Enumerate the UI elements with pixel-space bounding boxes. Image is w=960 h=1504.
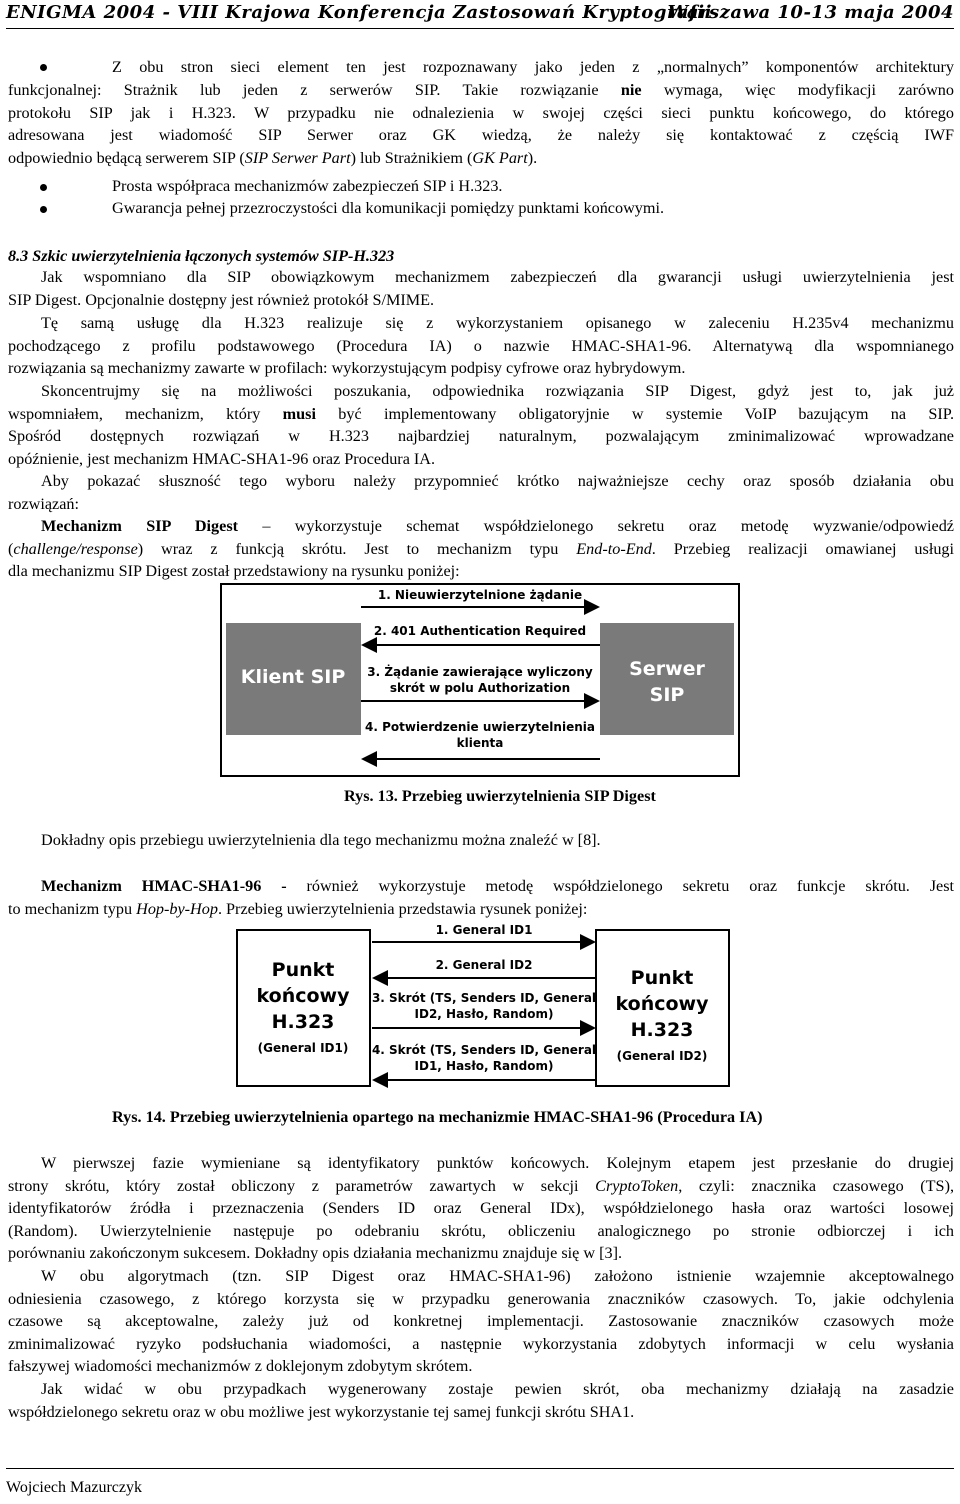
text-line: czasowe są akceptowalne, zależy już od konkretnej implementacji. Zastosowanie znaczników czasowych może	[8, 1312, 954, 1330]
bullet-item: Prosta współpraca mechanizmów zabezpieczeń SIP i H.323.	[112, 177, 503, 195]
page-header	[6, 2, 954, 32]
text-line: Skoncentrujmy się na możliwości poszukania, odpowiednika rozwiązania SIP Digest, gdyż jest to, jak już	[41, 382, 954, 400]
paragraph: Dokładny opis przebiegu uwierzytelnienia dla tego mechanizmu można znaleźć w [8].	[41, 831, 601, 849]
text-line: zminimalizować ryzyko podsłuchania wiadomości, a następnie wykorzystania zdobytych informacji w celu wysłania	[8, 1334, 954, 1353]
bullet-dot	[40, 64, 50, 74]
text-line: SIP Digest. Opcjonalnie dostępny jest również protokół S/MIME.	[8, 290, 435, 309]
section-heading: 8.3 Szkic uwierzytelnienia łączonych systemów SIP-H.323	[8, 247, 395, 265]
bullet-item	[112, 56, 954, 79]
message-2-label: 2. 401 Authentication Required	[373, 624, 587, 638]
paragraph	[8, 875, 954, 920]
message-1-label: 1. General ID1	[435, 923, 533, 937]
text-run: to mechanizm typu	[8, 899, 137, 918]
endpoint-2-line3: H.323	[630, 1019, 694, 1041]
paragraph	[8, 312, 954, 380]
text-run: wymaga, więc modyfikacji zarówno	[641, 81, 954, 99]
figure-13-caption: Rys. 13. Przebieg uwierzytelnienia SIP Digest	[344, 787, 656, 805]
text-line: (Random). Uwierzytelnienie następuje po odebraniu skrótu, obliczeniu analogicznego po stronie odbiorczej i ich	[8, 1221, 954, 1240]
text-line: identyfikatorów źródła i przeznaczenia (Senders ID oraz General IDx), współdzielonego hasła oraz wartości losowej	[8, 1199, 954, 1217]
emphasis: nie	[620, 81, 642, 99]
text-run: . Przebieg realizacji omawianej usługi	[651, 539, 954, 558]
text-line	[8, 1175, 954, 1198]
text-line: współdzielonego sekretu oraz w obu możliwe jest wykorzystanie tej samej funkcji skrótu SHA1.	[8, 1402, 635, 1421]
server-label-line2: SIP	[649, 684, 685, 706]
paragraph	[8, 1378, 954, 1423]
text-run: odpowiednio będącą serwerem SIP (	[8, 148, 245, 167]
text-line	[8, 515, 954, 538]
text-run: być implementowany obligatoryjnie w systemie VoIP bazującym na SIP.	[315, 404, 954, 423]
emphasis: End-to-End	[576, 539, 652, 558]
emphasis: CryptoToken	[595, 1176, 679, 1195]
figure-14-caption: Rys. 14. Przebieg uwierzytelnienia opartego na mechanizmie HMAC-SHA1-96 (Procedura IA)	[112, 1108, 763, 1126]
text-line: pochodzącego z profilu podstawowego (Procedura IA) o nazwie HMAC-SHA1-96. Alternatywą dla wspomnianego	[8, 336, 954, 355]
message-4-label-line2: ID1, Hasło, Random)	[414, 1059, 554, 1073]
message-4-label-line2: klienta	[456, 736, 504, 750]
text-run: ) wraz z funkcją skrótu. Jest to mechanizm typu	[137, 539, 577, 558]
endpoint-1-line3: H.323	[271, 1011, 335, 1033]
endpoint-1-line1: Punkt	[271, 959, 335, 981]
text-line: adresowana jest wiadomość SIP Serwer oraz GK wiedzą, że należy się kontaktować z częścią IWF	[8, 126, 954, 144]
emphasis: Mechanizm SIP Digest	[41, 517, 239, 535]
paragraph	[8, 1152, 954, 1265]
message-1-label: 1. Nieuwierzytelnione żądanie	[377, 588, 583, 602]
text-run: funkcjonalnej: Strażnik lub jeden z serwerów SIP. Takie rozwiązanie	[8, 81, 621, 99]
message-4-label-line1: 4. Potwierdzenie uwierzytelnienia	[365, 720, 595, 734]
text-line: protokołu SIP jak i H.323. W przypadku nie odnalezienia w swojej części sieci punktu końcowego, do którego	[8, 103, 954, 122]
text-line	[8, 403, 954, 426]
paragraph	[8, 470, 954, 515]
emphasis: challenge/response	[13, 539, 138, 558]
server-label-line1: Serwer	[629, 658, 705, 680]
message-3-label-line1: 3. Skrót (TS, Senders ID, General	[371, 991, 597, 1005]
endpoint-2-line4: (General ID2)	[616, 1049, 708, 1063]
text-line: W pierwszej fazie wymieniane są identyfikatory punktów końcowych. Kolejnym etapem jest przesłanie do drugiej	[41, 1154, 954, 1172]
emphasis: musi	[282, 404, 316, 423]
text-line: rozwiązania są mechanizmy zawarte w profilach: wykorzystującym podpisy cyfrowe oraz hybrydowym.	[8, 359, 686, 377]
text-line	[8, 538, 954, 561]
paragraph	[8, 266, 954, 311]
text-line: opóźnienie, jest mechanizm HMAC-SHA1-96 oraz Procedura IA.	[8, 449, 436, 468]
text-line: odniesienia czasowego, z którego korzysta się w przypadku generowania znaczników czasowych. To, jakie odchylenia	[8, 1289, 954, 1308]
message-3-label-line2: skrót w polu Authorization	[389, 681, 571, 695]
message-3-label-line2: ID2, Hasło, Random)	[414, 1007, 554, 1021]
page-footer	[6, 1468, 954, 1496]
text-run: wspomniałem, mechanizm, który	[8, 404, 283, 423]
message-2-label: 2. General ID2	[435, 958, 533, 972]
text-line: porównaniu zakończonym sukcesem. Dokładny opis działania mechanizmu znajduje się w [3].	[8, 1244, 623, 1262]
text-run: ) lub Strażnikiem (	[350, 148, 473, 167]
text-run: strony skrótu, który został obliczony z parametrów zawartych w sekcji	[8, 1176, 596, 1195]
figure-hmac-sha1	[236, 922, 730, 1090]
text-line	[8, 875, 954, 898]
endpoint-2-line2: końcowy	[615, 993, 709, 1015]
figure-sip-digest	[220, 583, 740, 777]
endpoint-1-line2: końcowy	[256, 985, 350, 1007]
text-line: dla mechanizmu SIP Digest został przedstawiony na rysunku poniżej:	[8, 562, 460, 580]
text-run: ).	[527, 148, 538, 167]
author-name: Wojciech Mazurczyk	[6, 1479, 142, 1496]
header-rule	[6, 28, 954, 29]
text-line	[8, 898, 954, 921]
text-run: . Przebieg uwierzytelnienia przedstawia rysunek poniżej:	[217, 899, 588, 918]
endpoint-2-line1: Punkt	[630, 967, 694, 989]
emphasis: Hop-by-Hop	[136, 899, 218, 918]
text-line: Z obu stron sieci element ten jest rozpoznawany jako jeden z „normalnych” komponentów architektury	[112, 58, 954, 76]
text-line: Tę samą usługę dla H.323 realizuje się z wykorzystaniem opisanego w zaleceniu H.235v4 mechanizmu	[41, 314, 954, 332]
paragraph	[8, 380, 954, 470]
paragraph	[8, 515, 954, 583]
client-label: Klient SIP	[240, 666, 346, 688]
conference-title: ENIGMA 2004 - VIII Krajowa Konferencja Zastosowań Kryptografii	[6, 2, 712, 23]
conference-date-place: Warszawa 10-13 maja 2004	[667, 2, 954, 23]
text-line: Jak widać w obu przypadkach wygenerowany zostaje pewien skrót, oba mechanizmy działają na zasadzie	[41, 1380, 954, 1398]
emphasis: Mechanizm HMAC-SHA1-96 -	[41, 877, 307, 895]
text-line	[8, 79, 954, 102]
text-line: rozwiązań:	[8, 494, 80, 513]
text-line: W obu algorytmach (tzn. SIP Digest oraz HMAC-SHA1-96) założono istnienie wzajemnie akceptowalnego	[41, 1267, 954, 1285]
bullet-item: Gwarancja pełnej przezroczystości dla komunikacji pomiędzy punktami końcowymi.	[112, 199, 664, 217]
text-line: Aby pokazać słuszność tego wyboru należy przypomnieć krótko najważniejsze cechy oraz sposób działania obu	[41, 472, 954, 490]
bullet-item-continuation	[8, 79, 954, 169]
text-line	[8, 147, 954, 170]
message-4-label-line1: 4. Skrót (TS, Senders ID, General	[371, 1043, 597, 1057]
endpoint-1-box	[237, 930, 370, 1086]
text-run: (	[8, 539, 14, 558]
text-run: również wykorzystuje metodę współdzielonego sekretu oraz funkcje skrótu. Jest	[306, 877, 954, 895]
text-run: , czyli: znacznika czasowego (TS),	[678, 1176, 955, 1195]
text-run: – wykorzystuje schemat współdzielonego sekretu oraz metodę wyzwanie/odpowiedź	[238, 517, 954, 535]
text-line: fałszywej wiadomości mechanizmów z doklejonym zdobytym skrótem.	[8, 1357, 473, 1375]
emphasis: GK Part	[472, 148, 528, 167]
emphasis: SIP Serwer Part	[244, 148, 351, 167]
endpoint-1-line4: (General ID1)	[257, 1041, 349, 1055]
message-3-label-line1: 3. Żądanie zawierające wyliczony	[367, 665, 593, 679]
paragraph	[8, 1265, 954, 1378]
bullet-dot	[40, 184, 50, 194]
bullet-dot	[40, 206, 50, 216]
text-line: Jak wspomniano dla SIP obowiązkowym mechanizmem zabezpieczeń dla gwarancji usługi uwierzytelnienia jest	[41, 268, 954, 286]
text-line: Spośród dostępnych rozwiązań w H.323 najbardziej naturalnym, pozwalającym zminimalizować wprowadzane	[8, 427, 954, 445]
